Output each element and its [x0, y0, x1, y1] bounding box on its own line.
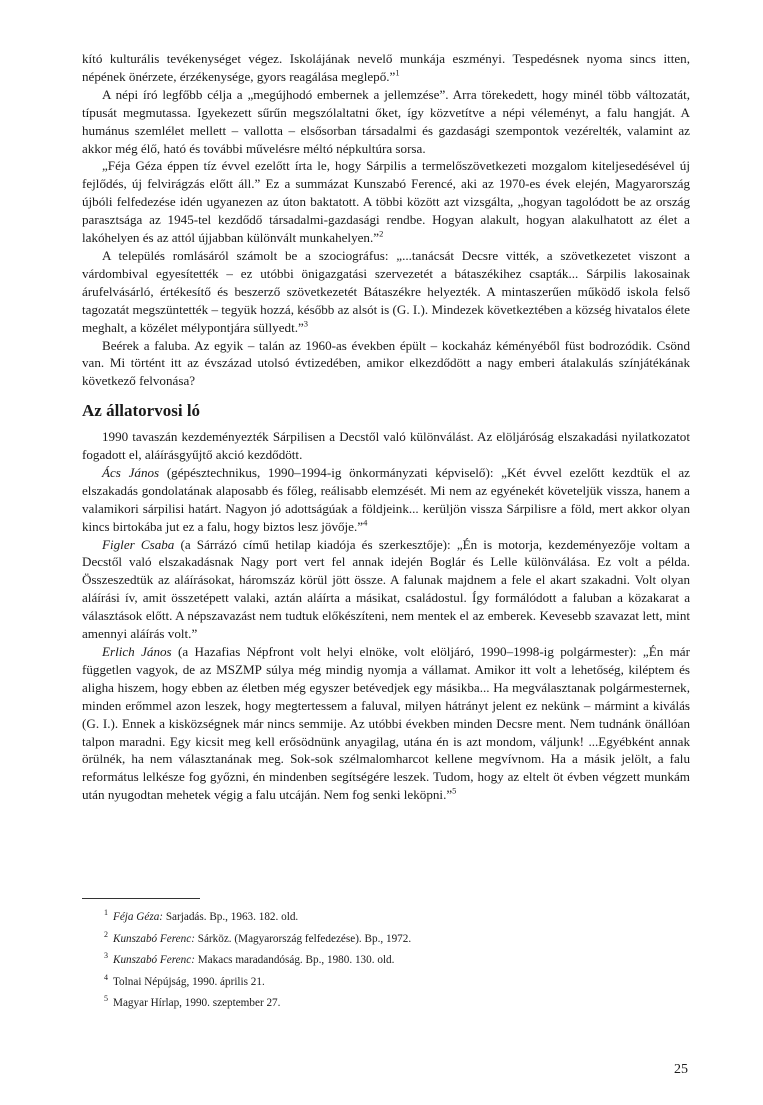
footnote [104, 993, 664, 1015]
footnote-number: 3 [104, 951, 108, 961]
footnote-number: 1 [104, 908, 108, 918]
footnote-divider [82, 898, 200, 899]
paragraph-text: 1990 tavaszán kezdeményezték Sárpilisen a Decstől való különválást. Az elöljáróság elszakadási nyilatkozatot fogadott el, aláírásgyűjtő akció kezdődött. [82, 429, 690, 463]
footnote [104, 929, 664, 951]
paragraph [82, 536, 690, 643]
footnote-ref: 3 [303, 318, 309, 329]
paragraph-text: Beérek a faluba. Az egyik – talán az 1960-as években épült – kockaház kéményéből füst bodrozódik. Csönd van. Mi történt itt az évszázad utolsó évtizedében, amikor elkezdődött a nagy emberi átalakulás színjátékának következő felvonása? [82, 337, 690, 389]
paragraph-text: (a Sárrázó című hetilap kiadója és szerkesztője): „Én is motorja, kezdeményezője voltam a Decstől való elszakadásnak Nagy port vert fel annak idején Boglár és Lelle különválása. Ez volt a példa. Összeszedtük az aláírásokat, háromszáz körül jött össze. A falunak majdnem a fele el akart szakadni. Volt olyan aláírási ív, amit összetépett valaki, aztán aláírta a másikat, családostul. Így formálódott a faluban a közakarat a választások előtt. A népszavazást nem tudtuk előkészíteni, nem mentek el az emberek. Kevesebb szavazat lett, mint amennyi aláírás volt.” [82, 536, 690, 642]
paragraph [82, 337, 690, 391]
paragraph [82, 428, 690, 464]
footnote-ref: 4 [363, 517, 368, 528]
footnote-text: Tolnai Népújság, 1990. április 21. [113, 975, 265, 988]
footnote-ref: 5 [452, 785, 457, 796]
footnote-text: Makacs maradandóság. Bp., 1980. 130. old. [194, 954, 395, 966]
footnote-number: 4 [104, 972, 108, 982]
footnote [104, 972, 664, 994]
footnote-author: Kunszabó Ferenc: [113, 932, 195, 945]
footnote-text: Sárköz. (Magyarország felfedezése). Bp., 1972. [194, 932, 412, 945]
paragraph [82, 464, 690, 536]
paragraph-text: (gépésztechnikus, 1990–1994-ig önkormányzati képviselő): „Két évvel ezelőtt kezdtük el az elszakadás gondolatának alaposabb és főleg, reálisabb elemzését. Mi nem az egyénekét követeljük vissza, hanem a valamikori sárpilisi határt. Nagyon jó adottságúak a földjeink... kerüljön vissza Sárpilisre a föld, mert akkor olyan kincs birtokába jut ez a falu, hogy biztos lesz jövője.” [82, 464, 690, 534]
footnote-number: 2 [104, 929, 108, 939]
paragraph [82, 86, 690, 158]
footnote [104, 950, 664, 972]
speaker-name: Ács János [102, 464, 160, 480]
paragraph-text: kító kulturális tevékenységet végez. Iskolájának nevelő munkája eszményi. Tespedésnek nyoma sincs itten, népének önérzete, érzékenysége, gyors reagálása meglepő.” [82, 51, 690, 84]
page-number: 25 [674, 1062, 688, 1077]
paragraph [82, 247, 690, 337]
footnote-author: Kunszabó Ferenc: [113, 954, 195, 966]
footnotes [104, 907, 664, 1015]
main-text [82, 50, 690, 804]
paragraph-text: „Féja Géza éppen tíz évvel ezelőtt írta le, hogy Sárpilis a termelőszövetkezeti mozgalom kiteljesedésével új fejlődés, új felvirágzás előtt áll.” Ez a summázat Kunszabó Ferencé, aki az 1970-es évek elején, Magyarország újbóli felfedezése idén ugyanezen az úton baktatott. A többi között azt vizsgálta, „hogyan tagolódott be az ország parasztsága az 1945-tel kezdődő társadalmi-gazdasági rendbe. Hogyan alakult, hogyan alakulhatott az élet a lakóhelyen és az attól újjabban különvált munkahelyen.” [82, 158, 690, 246]
footnote-ref: 1 [395, 67, 400, 78]
paragraph [82, 157, 690, 247]
paragraph [82, 643, 690, 804]
section-heading: Az állatorvosi ló [82, 401, 201, 421]
footnote-ref: 2 [379, 228, 384, 239]
paragraph [82, 50, 690, 86]
footnote-text: Sarjadás. Bp., 1963. 182. old. [163, 911, 299, 923]
paragraph-text: (a Hazafias Népfront volt helyi elnöke, volt elöljáró, 1990–1998-ig polgármester): „Én már független vagyok, de az MSZMP súlya még mindig nyomja a vállamat. Amikor itt volt a lehetőség, kiléptem és aligha hiszem, hogy ebben az életben még egyszer betévedjek egy másikba... Ha megválasztanak polgármesternek, minden erőmmel azon leszek, hogy megtertessem a faluval, milyen hátrányt jelent ez nekünk – mármint a kiválás (G. I.). Ennek a kisközségnek már nincs semmije. Az utóbbi években minden Decsre ment. Nem tudnánk önállóan talpon maradni. Egy kicsit meg kell erősödnünk anyagilag, utána én is azt mondom, váljunk! ...Egyébként annak örülnék, ha nem választanának meg. Sok-sok szélmalomharcot kellene megvívnom. Ha a másik jelölt, a falu református lelkésze fog győzni, én mindenben segítségére leszek. Tudom, hogy az eltelt öt évben végzett munkám után nyugodtan mehetek végig a falu utcáján. Nem fog senki leköpni.” [82, 644, 690, 803]
footnote-author: Féja Géza: [113, 911, 164, 923]
footnote-number: 5 [104, 994, 108, 1004]
paragraph-text: A település romlásáról számolt be a szociográfus: „...tanácsát Decsre vitték, a szövetkezetet viszont a várdombival egyesítették – ez utóbbi önigazgatási szervezetét a bátaszékihez csapták... Sárpilis lakosainak árufelvásárló, értékesítő és beszerző szövetkezetét Bátaszékre helyezték. A mintaszerűen működő iskola felső tagozatát megszüntették – tegyük hozzá, később az alsót is (G. I.). Mindezek következtében a község hivatalos élete meghalt, a közélet mélypontjára süllyedt.” [82, 247, 690, 335]
footnote [104, 907, 664, 929]
footnote-text: Magyar Hírlap, 1990. szeptember 27. [113, 997, 281, 1009]
speaker-name: Erlich János [102, 644, 172, 659]
speaker-name: Figler Csaba [102, 536, 175, 552]
paragraph-text: A népi író legfőbb célja a „megújhodó embernek a jellemzése”. Arra törekedett, hogy minél több változatát, típusát megmutassa. Igyekezett sűrűn megszólaltatni őket, így közvetítve a népi véleményt, a falu hangját. A humánus szemlélet mellett – vallotta – elsősorban társadalmi és gazdasági szempontok vezérelték, valamint az akkor még élő, ható és további művelésre méltó népkultúra sorsa. [82, 86, 690, 156]
